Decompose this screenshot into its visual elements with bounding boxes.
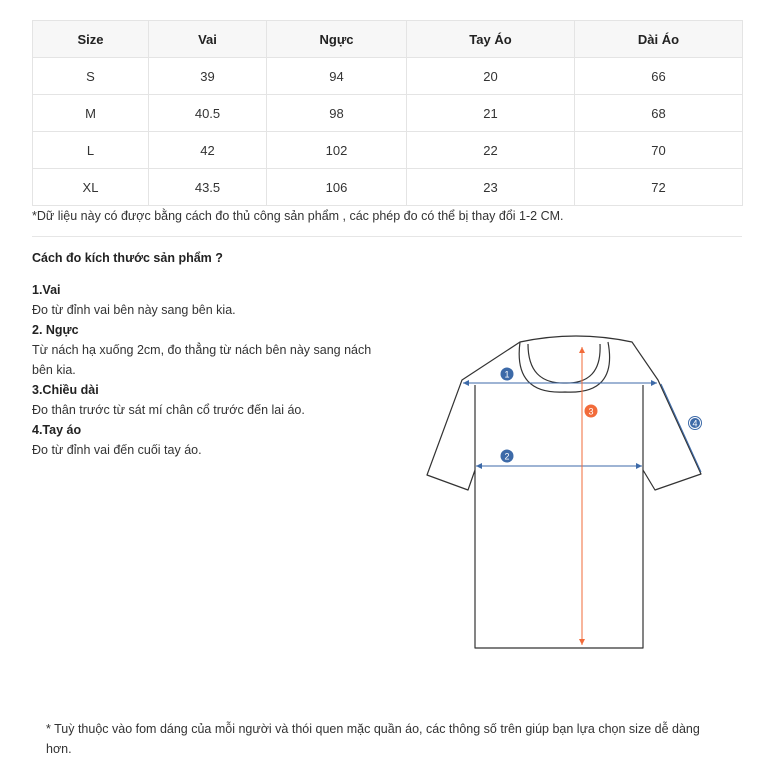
table-header-row <box>33 21 743 58</box>
table-cell: 94 <box>267 58 407 95</box>
step-2-text: Từ nách hạ xuống 2cm, đo thẳng từ nách bên này sang nách bên kia. <box>32 343 372 377</box>
measurement-note: *Dữ liệu này có được bằng cách đo thủ công sản phẩm , các phép đo có thể bị thay đổi 1-2 CM. <box>32 209 564 223</box>
table-cell: 98 <box>267 95 407 132</box>
marker-2-icon <box>501 450 514 463</box>
table-cell: 39 <box>149 58 267 95</box>
header-sleeve: Tay Áo <box>407 21 575 58</box>
table-row <box>33 58 743 95</box>
step-3-title: 3.Chiều dài <box>32 383 99 397</box>
table-cell: 40.5 <box>149 95 267 132</box>
size-table <box>32 20 743 206</box>
svg-text:3: 3 <box>588 406 594 417</box>
footer-note: * Tuỳ thuộc vào fom dáng của mỗi người và thói quen mặc quần áo, các thông số trên giúp bạn lựa chọn size dễ dàng hơn. <box>46 722 700 756</box>
step-4-title: 4.Tay áo <box>32 423 82 437</box>
table-row <box>33 169 743 206</box>
header-chest: Ngực <box>267 21 407 58</box>
table-cell: 68 <box>575 95 743 132</box>
table-cell: 21 <box>407 95 575 132</box>
svg-text:2: 2 <box>504 451 510 462</box>
table-cell: 23 <box>407 169 575 206</box>
table-cell: 42 <box>149 132 267 169</box>
table-cell: 70 <box>575 132 743 169</box>
table-cell: M <box>33 95 149 132</box>
step-1-title: 1.Vai <box>32 283 61 297</box>
tshirt-diagram <box>420 330 720 660</box>
marker-1-icon <box>501 368 514 381</box>
header-length: Dài Áo <box>575 21 743 58</box>
table-cell: 72 <box>575 169 743 206</box>
step-3-text: Đo thân trước từ sát mí chân cổ trước đến lai áo. <box>32 403 305 417</box>
guide-title: Cách đo kích thước sản phẩm ? <box>32 251 223 265</box>
table-cell: 20 <box>407 58 575 95</box>
marker-4-icon <box>689 417 702 430</box>
header-size: Size <box>33 21 149 58</box>
svg-text:1: 1 <box>504 369 510 380</box>
table-cell: 106 <box>267 169 407 206</box>
table-cell: 102 <box>267 132 407 169</box>
table-cell: 43.5 <box>149 169 267 206</box>
svg-text:4: 4 <box>692 418 698 429</box>
table-cell: L <box>33 132 149 169</box>
table-row <box>33 132 743 169</box>
table-cell: 66 <box>575 58 743 95</box>
section-divider <box>32 236 742 237</box>
step-2-title: 2. Ngực <box>32 323 79 337</box>
step-4-text: Đo từ đỉnh vai đến cuối tay áo. <box>32 443 202 457</box>
step-1-text: Đo từ đỉnh vai bên này sang bên kia. <box>32 303 236 317</box>
table-cell: XL <box>33 169 149 206</box>
table-cell: S <box>33 58 149 95</box>
marker-3-icon <box>585 405 598 418</box>
table-cell: 22 <box>407 132 575 169</box>
table-row <box>33 95 743 132</box>
measurement-steps <box>32 280 382 460</box>
header-shoulder: Vai <box>149 21 267 58</box>
